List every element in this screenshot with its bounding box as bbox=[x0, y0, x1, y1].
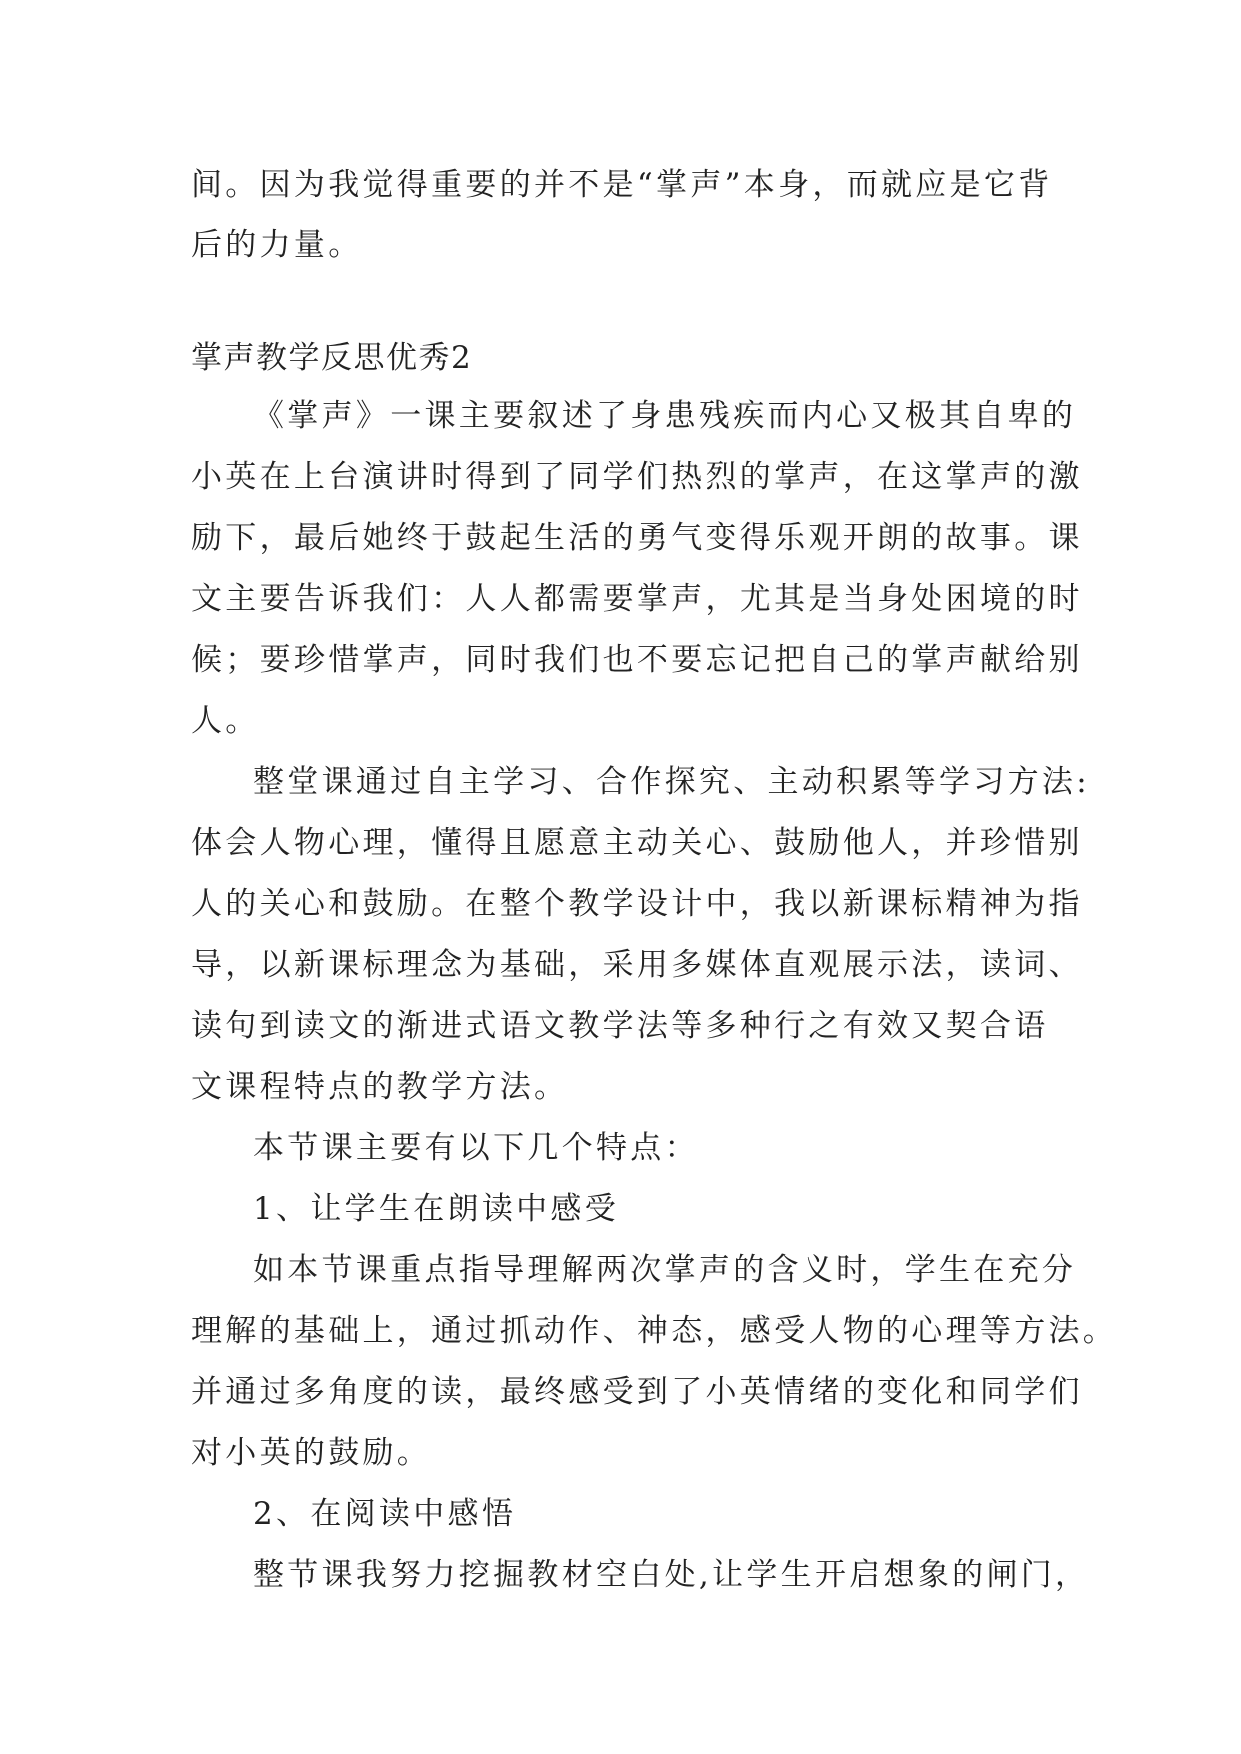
text-line: 文课程特点的教学方法。 bbox=[191, 1069, 569, 1105]
text-line: 小英在上台演讲时得到了同学们热烈的掌声，在这掌声的激 bbox=[191, 459, 1083, 495]
text-line: 整节课我努力挖掘教材空白处,让学生开启想象的闸门， bbox=[253, 1557, 1090, 1593]
text-line: 并通过多角度的读，最终感受到了小英情绪的变化和同学们 bbox=[191, 1374, 1083, 1410]
text-line: 读句到读文的渐进式语文教学法等多种行之有效又契合语 bbox=[191, 1008, 1049, 1044]
text-line: 理解的基础上，通过抓动作、神态，感受人物的心理等方法。 bbox=[191, 1313, 1118, 1349]
text-line: 对小英的鼓励。 bbox=[191, 1435, 432, 1471]
list-item: 2、在阅读中感悟 bbox=[253, 1496, 517, 1532]
text-line: 导，以新课标理念为基础，采用多媒体直观展示法，读词、 bbox=[191, 947, 1083, 983]
text-line: 人的关心和鼓励。在整个教学设计中，我以新课标精神为指 bbox=[191, 886, 1083, 922]
text-line: 励下，最后她终于鼓起生活的勇气变得乐观开朗的故事。课 bbox=[191, 520, 1083, 556]
section-heading: 掌声教学反思优秀2 bbox=[191, 340, 473, 376]
text-line: 体会人物心理，懂得且愿意主动关心、鼓励他人，并珍惜别 bbox=[191, 825, 1083, 861]
text-line: 后的力量。 bbox=[191, 227, 363, 263]
text-line: 如本节课重点指导理解两次掌声的含义时，学生在充分 bbox=[253, 1252, 1077, 1288]
text-line: 候；要珍惜掌声，同时我们也不要忘记把自己的掌声献给别 bbox=[191, 642, 1083, 678]
text-line: 人。 bbox=[191, 703, 260, 739]
text-line: 《掌声》一课主要叙述了身患残疾而内心又极其自卑的 bbox=[253, 398, 1077, 434]
text-line: 文主要告诉我们：人人都需要掌声，尤其是当身处困境的时 bbox=[191, 581, 1083, 617]
text-line: 间。因为我觉得重要的并不是“掌声”本身，而就应是它背 bbox=[191, 167, 1053, 203]
text-line: 整堂课通过自主学习、合作探究、主动积累等学习方法: bbox=[253, 764, 1090, 800]
list-item: 1、让学生在朗读中感受 bbox=[253, 1191, 620, 1227]
text-line: 本节课主要有以下几个特点： bbox=[253, 1130, 699, 1166]
